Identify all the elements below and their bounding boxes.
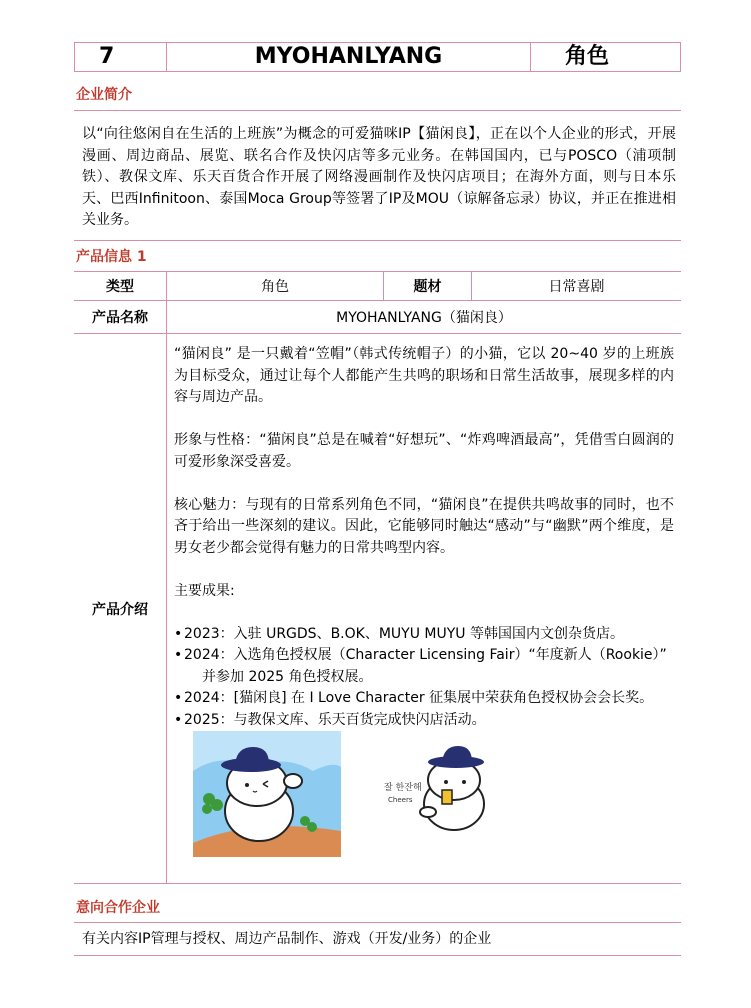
genre-label: 题材 <box>384 272 472 300</box>
type-label: 类型 <box>74 272 167 300</box>
caption-en: Cheers <box>388 796 413 804</box>
entry-number: 7 <box>75 43 167 71</box>
divider <box>74 922 681 923</box>
partner-text: 有关内容IP管理与授权、周边产品制作、游戏（开发/业务）的企业 <box>82 931 492 947</box>
divider <box>74 955 681 956</box>
name-value: MYOHANLYANG（猫闲良） <box>336 310 512 326</box>
intro-label: 产品介绍 <box>74 334 167 883</box>
character-illustration-cheers <box>384 738 494 846</box>
description-para: 核心魅力：与现有的日常系列角色不同，“猫闲良”在提供共鸣故事的同时，也不吝于给出一些深刻的建议。因此，它能够同时触达“感动”与“幽默”两个维度，是男女老少都会觉得有魅力的日常共鸣型内容。 <box>174 496 674 556</box>
entry-type: 角色 <box>565 44 610 69</box>
achievements-title: 主要成果: <box>174 582 235 599</box>
achievement-item <box>174 645 674 688</box>
description-para: “猫闲良” 是一只戴着“笠帽”（韩式传统帽子）的小猫，它以 20~40 岁的上班族为目标受众，通过让每个人都能产生共鸣的职场和日常生活故事，展现多样的内容与周边产品。 <box>174 346 674 405</box>
achievement-text-cont: 并参加 2025 角色授权展。 <box>202 668 373 685</box>
type-value: 角色 <box>167 272 384 300</box>
description-para: 形象与性格：“猫闲良”总是在喊着“好想玩”、“炸鸡啤酒最高”，凭借雪白圆润的可爱形象深受喜爱。 <box>174 432 674 470</box>
header-row <box>74 42 681 72</box>
character-illustration-waving <box>193 731 341 857</box>
product-description <box>174 344 674 731</box>
company-name: MYOHANLYANG <box>167 43 531 71</box>
divider <box>74 110 681 111</box>
product-table-row <box>74 301 681 334</box>
divider <box>74 240 681 241</box>
partner-section-title: 意向合作企业 <box>76 900 160 916</box>
genre-value: 日常喜剧 <box>548 279 605 295</box>
achievements-list <box>174 624 674 732</box>
achievement-item: • 2023：入驻 URGDS、B.OK、MUYU MUYU 等韩国国内文创杂货店。 <box>174 624 674 646</box>
name-label: 产品名称 <box>74 301 167 333</box>
product-table-row <box>74 334 681 884</box>
product-section-title: 产品信息 1 <box>76 249 147 265</box>
company-section-title: 企业简介 <box>76 87 132 103</box>
product-table-row <box>74 272 681 301</box>
caption-ko: 잘 한잔해 <box>384 783 422 793</box>
intro-content <box>167 334 681 883</box>
company-description: 以“向往悠闲自在生活的上班族”为概念的可爱猫咪IP【猫闲良】，正在以个人企业的形式，开展漫画、周边商品、展览、联名合作及快闪店等多元业务。在韩国国内，已与POSCO（浦项制铁）、教保文库、乐天百货合作开展了网络漫画制作及快闪店项目；在海外方面，则与日本乐天、巴西Infinitoon、泰国Moca Group等签署了IP及MOU（谅解备忘录）协议，并正在推进相关业务。 <box>82 126 676 228</box>
achievement-item: • 2024：[猫闲良] 在 I Love Character 征集展中荣获角色授权协会会长奖。 <box>174 688 674 710</box>
product-table <box>74 271 681 884</box>
achievement-text: 2024：入选角色授权展（Character Licensing Fair）“年度新人（Rookie）” <box>184 647 667 663</box>
achievement-item: • 2025：与教保文库、乐天百货完成快闪店活动。 <box>174 710 674 732</box>
